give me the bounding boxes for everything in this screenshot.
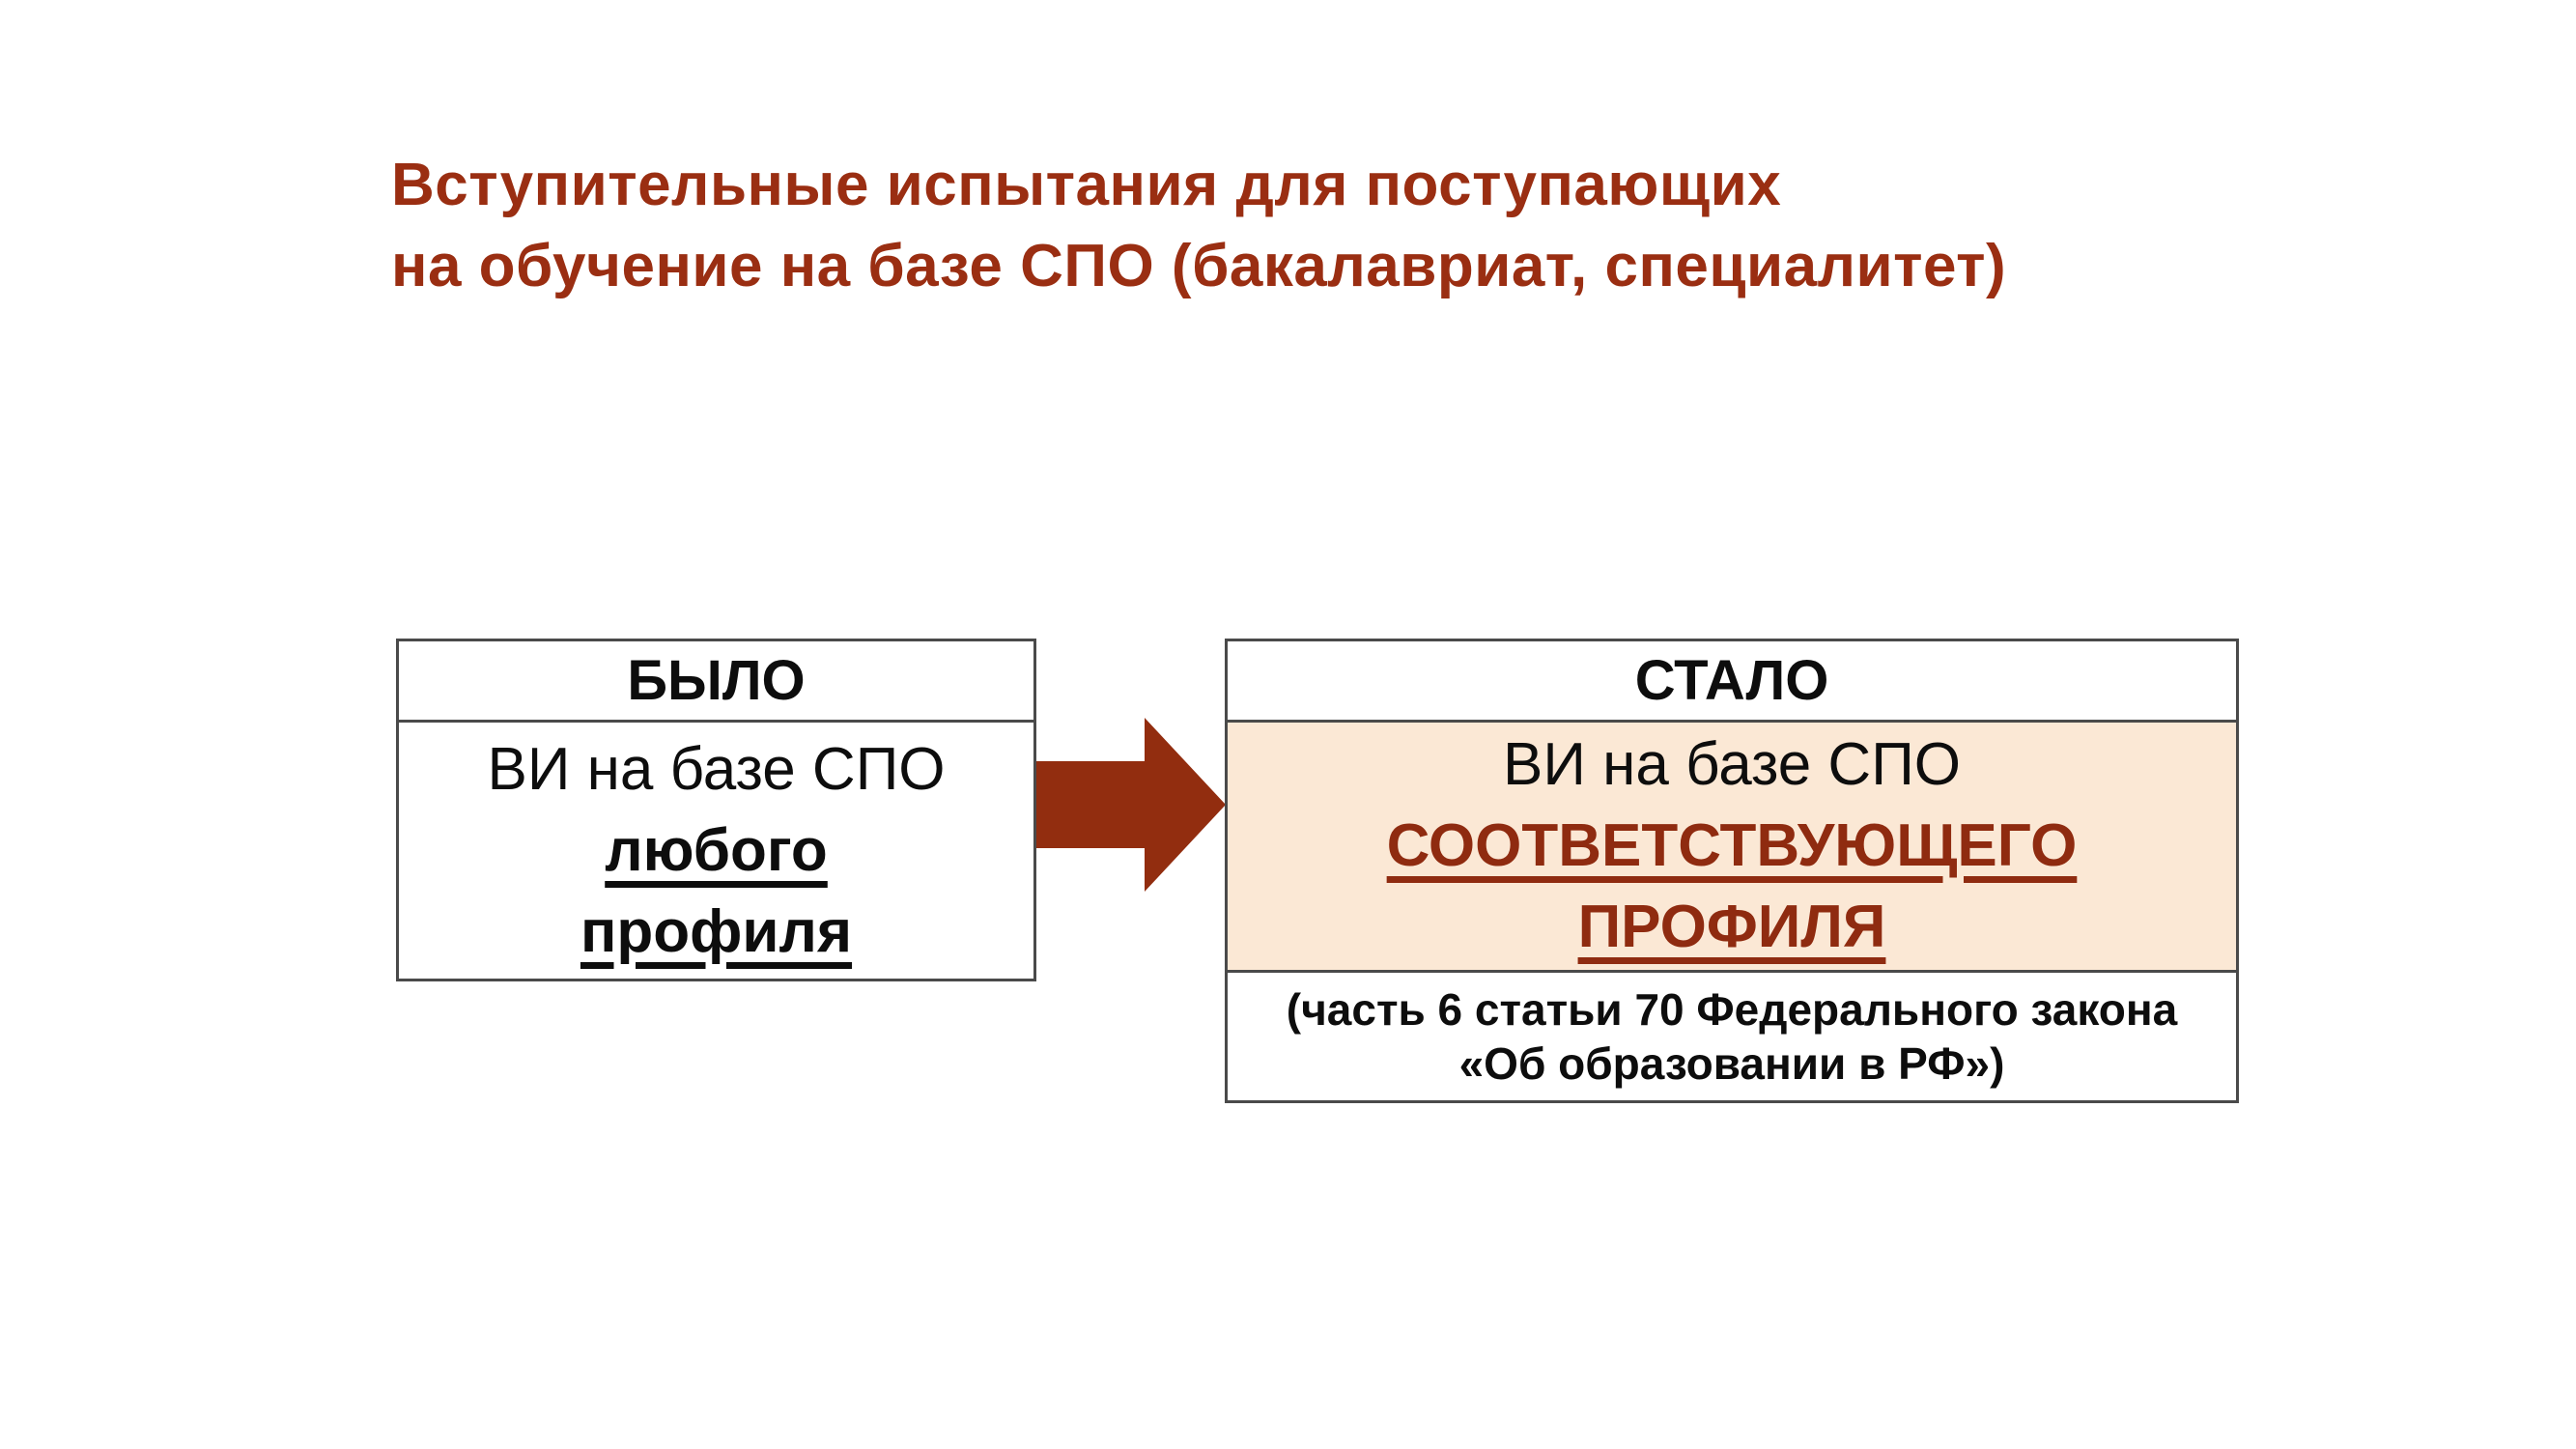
after-box <box>1225 639 2239 1103</box>
footer-line-2: «Об образовании в РФ») <box>1458 1038 2005 1089</box>
before-box-header: БЫЛО <box>399 641 1033 723</box>
right-arrow-icon <box>1036 718 1226 892</box>
before-body-line-2: любого <box>605 816 828 884</box>
after-body-line-3: ПРОФИЛЯ <box>1577 894 1886 960</box>
before-box <box>396 639 1036 981</box>
title-line-1: Вступительные испытания для поступающих <box>391 152 1782 218</box>
slide-title <box>391 145 2226 307</box>
before-body-line-1: ВИ на базе СПО <box>487 735 946 803</box>
after-box-footer <box>1228 973 2236 1100</box>
after-body-line-1: ВИ на базе СПО <box>1503 731 1961 798</box>
footer-line-1: (часть 6 статьи 70 Федерального закона <box>1286 984 2178 1035</box>
after-body-line-2: СООТВЕТСТВУЮЩЕГО <box>1386 812 2078 879</box>
after-box-body <box>1228 723 2236 973</box>
after-box-header: СТАЛО <box>1228 641 2236 723</box>
before-body-line-3: профиля <box>580 897 853 965</box>
before-box-body <box>399 723 1033 979</box>
title-line-2: на обучение на базе СПО (бакалавриат, специалитет) <box>391 233 2007 299</box>
